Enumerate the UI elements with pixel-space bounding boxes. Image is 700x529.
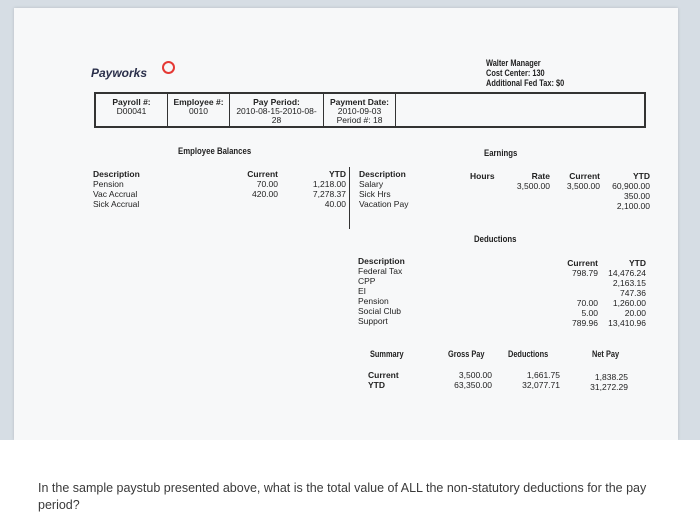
payworks-logo-ring-icon [162, 61, 175, 74]
deductions-current-column [556, 258, 598, 328]
summary-net-value: 31,272.29 [590, 382, 628, 392]
summary-net-column [582, 372, 628, 392]
deductions-ytd-column [598, 258, 646, 328]
summary-deductions-value: 32,077.71 [522, 380, 560, 390]
deductions-title: Deductions [474, 234, 517, 245]
summary-net-header: Net Pay [592, 349, 620, 359]
summary-net-value: 1,838.25 [594, 372, 628, 382]
deduction-row-current: 5.00 [581, 308, 598, 318]
deductions-description-column [358, 256, 405, 326]
pay-info-header [94, 92, 646, 128]
cost-center: Cost Center: 130 [486, 68, 545, 78]
earnings-hours-header: Hours [470, 171, 495, 181]
earning-row-ytd: 2,100.00 [616, 201, 650, 211]
payroll-number-cell [96, 94, 168, 126]
earnings-current-column [558, 171, 600, 191]
manager-name: Walter Manager [486, 58, 541, 68]
deduction-row-description: CPP [358, 276, 376, 286]
employee-number-label: Employee #: [173, 97, 224, 107]
earnings-title: Earnings [484, 148, 518, 159]
balances-current-header: Current [247, 169, 278, 179]
balance-ytd-value: 7,278.37 [312, 189, 346, 199]
earning-row-description: Sick Hrs [359, 189, 391, 199]
employee-balances-title: Employee Balances [178, 146, 252, 157]
balance-row-description: Pension [93, 179, 124, 189]
employee-number-cell [168, 94, 230, 126]
earnings-ytd-header: YTD [633, 171, 650, 181]
deduction-row-current: 789.96 [572, 318, 598, 328]
question-text: In the sample paystub presented above, what is the total value of ALL the non-statutory deductions for the pay period? [38, 481, 647, 512]
additional-fed-tax: Additional Fed Tax: $0 [486, 78, 565, 88]
balance-ytd-value: 40.00 [324, 199, 346, 209]
summary-deductions-header: Deductions [508, 349, 549, 359]
payment-date-value: 2010-09-03 [337, 106, 382, 116]
earning-row-description: Salary [359, 179, 384, 189]
employee-number-value: 0010 [189, 106, 208, 116]
summary-row-label: YTD [368, 380, 385, 390]
summary-gross-column [450, 370, 492, 390]
earning-row-rate: 3,500.00 [516, 181, 550, 191]
deduction-row-ytd: 13,410.96 [608, 318, 646, 328]
deduction-row-current: 70.00 [576, 298, 598, 308]
summary-gross-value: 3,500.00 [458, 370, 492, 380]
earning-row-description: Vacation Pay [359, 199, 409, 209]
deduction-row-ytd: 1,260.00 [612, 298, 646, 308]
deduction-row-ytd: 2,163.15 [612, 278, 646, 288]
deduction-row-description: EI [358, 286, 367, 296]
earning-row-ytd: 350.00 [624, 191, 650, 201]
pay-period-label: Pay Period: [253, 97, 300, 107]
deduction-row-ytd: 14,476.24 [608, 268, 646, 278]
deductions-current-header: Current [567, 258, 598, 268]
payment-date-cell [324, 94, 396, 126]
summary-gross-header: Gross Pay [448, 349, 485, 359]
earnings-rate-header: Rate [531, 171, 550, 181]
deduction-row-current: 798.79 [572, 268, 598, 278]
pay-period-value: 2010-08-15-2010-08- [236, 106, 317, 116]
payment-date-label: Payment Date: [329, 97, 390, 107]
deduction-row-description: Federal Tax [358, 266, 403, 276]
pay-period-value-cont: 28 [271, 115, 282, 125]
balance-ytd-value: 1,218.00 [312, 179, 346, 189]
summary-deductions-column [516, 370, 560, 390]
balances-current-column [236, 169, 278, 199]
balance-row-description: Sick Accrual [93, 199, 140, 209]
deduction-row-description: Social Club [358, 306, 401, 316]
earning-row-current: 3,500.00 [566, 181, 600, 191]
deduction-row-description: Pension [358, 296, 389, 306]
balance-row-current: 70.00 [256, 179, 278, 189]
earnings-current-header: Current [569, 171, 600, 181]
earning-row-ytd: 60,900.00 [612, 181, 650, 191]
payroll-number-value: D00041 [116, 106, 147, 116]
pay-period-cell [230, 94, 324, 126]
balances-divider [349, 167, 350, 229]
earnings-rate-column [512, 171, 550, 191]
summary-gross-value: 63,350.00 [454, 380, 492, 390]
earnings-description-column [359, 169, 408, 209]
earnings-description-header: Description [359, 169, 406, 179]
payworks-logo: Payworks [91, 66, 148, 80]
deductions-ytd-header: YTD [629, 258, 646, 268]
payroll-number-label: Payroll #: [112, 97, 151, 107]
summary-title: Summary [370, 349, 404, 359]
deduction-row-ytd: 20.00 [624, 308, 646, 318]
balance-row-description: Vac Accrual [93, 189, 138, 199]
summary-labels [368, 370, 399, 390]
summary-deductions-value: 1,661.75 [526, 370, 560, 380]
balance-row-current: 420.00 [252, 189, 278, 199]
earnings-ytd-column [604, 171, 650, 211]
balances-description-header: Description [93, 169, 140, 179]
balances-description-column [93, 169, 140, 209]
balances-ytd-header: YTD [329, 169, 346, 179]
balances-ytd-column [302, 169, 346, 209]
deduction-row-ytd: 747.36 [620, 288, 646, 298]
deductions-description-header: Description [358, 256, 405, 266]
period-number: Period #: 18 [336, 115, 383, 125]
deduction-row-description: Support [358, 316, 388, 326]
summary-row-label: Current [368, 370, 399, 380]
